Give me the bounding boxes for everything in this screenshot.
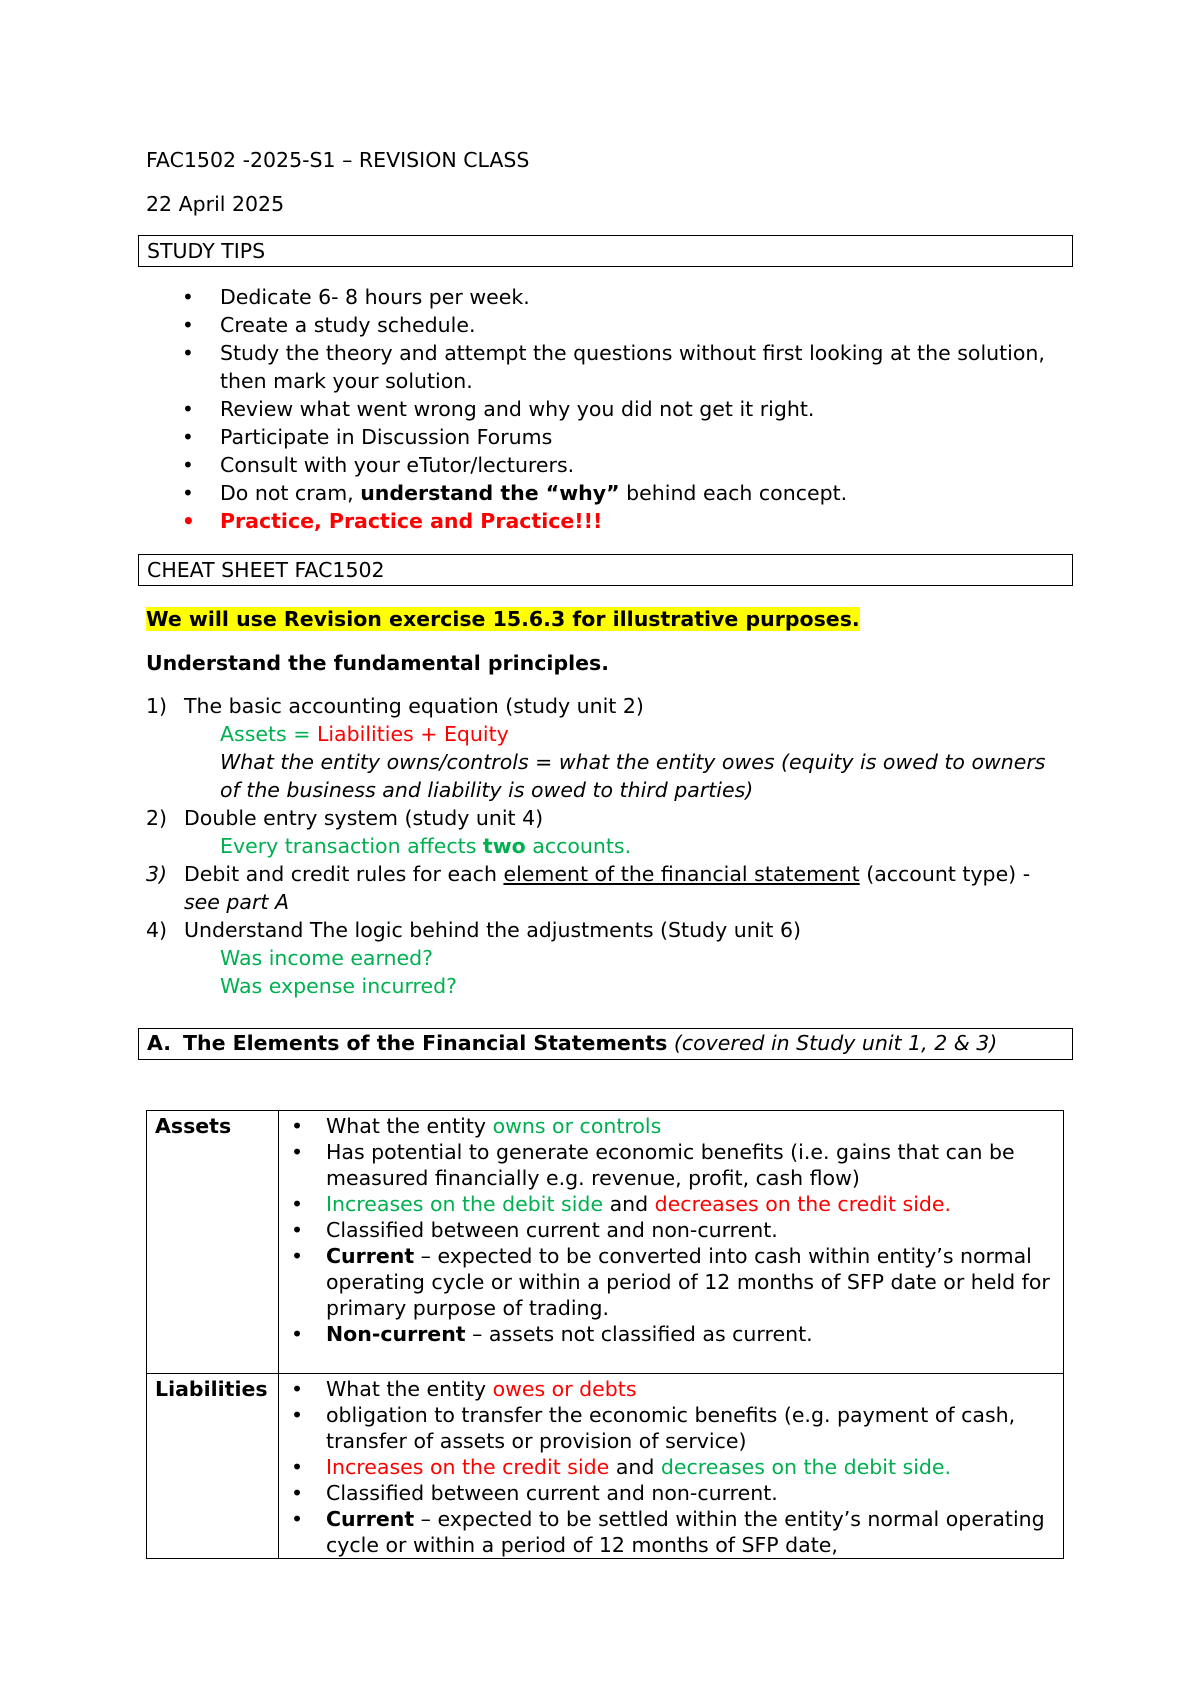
principles-subheading: Understand the fundamental principles.	[146, 651, 610, 675]
elements-table	[146, 1110, 1064, 1559]
item-text: – expected to be converted into cash within entity’s normal operating cycle or within a period of 12 months of SFP date or held for primary purpose of trading.	[326, 1244, 1050, 1320]
item-text: – expected to be settled within the entity’s normal operating cycle or within a period of 12 months of SFP date,	[326, 1507, 1045, 1557]
list-item	[146, 692, 1046, 804]
item-bold: Current	[326, 1244, 415, 1268]
list-item	[279, 1321, 1063, 1347]
list-item	[146, 479, 1046, 507]
item-number: 1)	[146, 694, 168, 718]
item-text: What the entity	[326, 1114, 493, 1138]
section-title: The Elements of the Financial Statements	[183, 1031, 668, 1055]
note-text-end: accounts.	[525, 834, 632, 858]
list-item	[279, 1191, 1063, 1217]
list-item: • Review what went wrong and why you did not get it right.	[146, 395, 1046, 423]
item-text: and	[603, 1192, 655, 1216]
item-italic: see part A	[184, 890, 290, 914]
equation	[184, 720, 1046, 748]
note-text: Every transaction affects	[220, 834, 483, 858]
table-row	[147, 1374, 1064, 1559]
cram-text: Do not cram,	[220, 481, 361, 505]
list-item: • Participate in Discussion Forums	[146, 423, 1046, 451]
section-letter: A.	[147, 1031, 172, 1055]
item-text: What the entity	[326, 1377, 493, 1401]
item-text: Understand The logic behind the adjustments (Study unit 6)	[184, 918, 801, 942]
item-text: Debit and credit rules for each	[184, 862, 504, 886]
row-label: Liabilities	[147, 1374, 279, 1559]
row-content	[279, 1374, 1064, 1559]
assets-list	[279, 1113, 1063, 1347]
cram-text-end: behind each concept.	[619, 481, 848, 505]
list-item: • Create a study schedule.	[146, 311, 1046, 339]
document-date: 22 April 2025	[146, 192, 285, 216]
item-red: Increases on the credit side	[326, 1455, 610, 1479]
item-red: decreases on the credit side.	[654, 1192, 952, 1216]
study-tips-heading: STUDY TIPS	[138, 235, 1073, 267]
list-item	[146, 916, 1046, 1000]
item-bold: Non-current	[326, 1322, 466, 1346]
document-title: FAC1502 -2025-S1 – REVISION CLASS	[146, 148, 530, 172]
item-green: owns or controls	[492, 1114, 662, 1138]
list-item	[279, 1506, 1063, 1558]
list-item: • Dedicate 6- 8 hours per week.	[146, 283, 1046, 311]
row-content	[279, 1111, 1064, 1374]
principles-list	[146, 692, 1046, 1000]
equation-assets: Assets =	[220, 722, 317, 746]
list-item	[279, 1243, 1063, 1321]
item-green: Increases on the debit side	[326, 1192, 604, 1216]
item-number: 4)	[146, 918, 168, 942]
list-item: • Classified between current and non-current.	[279, 1217, 1063, 1243]
item-number: 2)	[146, 806, 168, 830]
item-bold: Current	[326, 1507, 415, 1531]
equation-rest: Liabilities + Equity	[316, 722, 509, 746]
question-expense: Was expense incurred?	[220, 974, 458, 998]
item-number: 3)	[146, 862, 168, 886]
item-red: owes or debts	[492, 1377, 637, 1401]
double-entry-note	[184, 832, 1046, 860]
section-note: (covered in Study unit 1, 2 & 3)	[673, 1031, 998, 1055]
row-label: Assets	[147, 1111, 279, 1374]
list-item: • Study the theory and attempt the questions without first looking at the solution, then mark your solution.	[146, 339, 1046, 395]
equation-explanation: What the entity owns/controls = what the entity owes (equity is owed to owners of the business and liability is owed to third parties)	[220, 750, 1046, 802]
item-text: and	[609, 1455, 661, 1479]
list-item: • Practice, Practice and Practice!!!	[146, 507, 1046, 535]
cheat-sheet-heading: CHEAT SHEET FAC1502	[138, 554, 1073, 586]
study-tips-list	[146, 283, 1046, 535]
item-text: Double entry system (study unit 4)	[184, 806, 544, 830]
question-income: Was income earned?	[220, 946, 434, 970]
list-item	[146, 860, 1046, 916]
table-row	[147, 1111, 1064, 1374]
list-item: • obligation to transfer the economic benefits (e.g. payment of cash, transfer of assets or provision of service)	[279, 1402, 1063, 1454]
list-item	[279, 1376, 1063, 1402]
list-item: • Classified between current and non-current.	[279, 1480, 1063, 1506]
item-green: decreases on the debit side.	[660, 1455, 952, 1479]
list-item	[146, 804, 1046, 860]
list-item	[279, 1113, 1063, 1139]
item-text: The basic accounting equation (study unit 2)	[184, 694, 644, 718]
liabilities-list	[279, 1376, 1063, 1558]
item-text-mid: (account type) -	[859, 862, 1031, 886]
item-text: – assets not classified as current.	[465, 1322, 813, 1346]
note-bold: two	[482, 834, 526, 858]
highlight-note	[146, 605, 860, 633]
list-item: • Has potential to generate economic benefits (i.e. gains that can be measured financially e.g. revenue, profit, cash flow)	[279, 1139, 1063, 1191]
item-underline: element of the financial statement	[503, 862, 860, 886]
section-a-heading	[138, 1028, 1073, 1060]
list-item	[279, 1454, 1063, 1480]
list-item: • Consult with your eTutor/lecturers.	[146, 451, 1046, 479]
highlight-text: We will use Revision exercise 15.6.3 for illustrative purposes.	[146, 607, 860, 631]
cram-bold: understand the “why”	[360, 481, 620, 505]
